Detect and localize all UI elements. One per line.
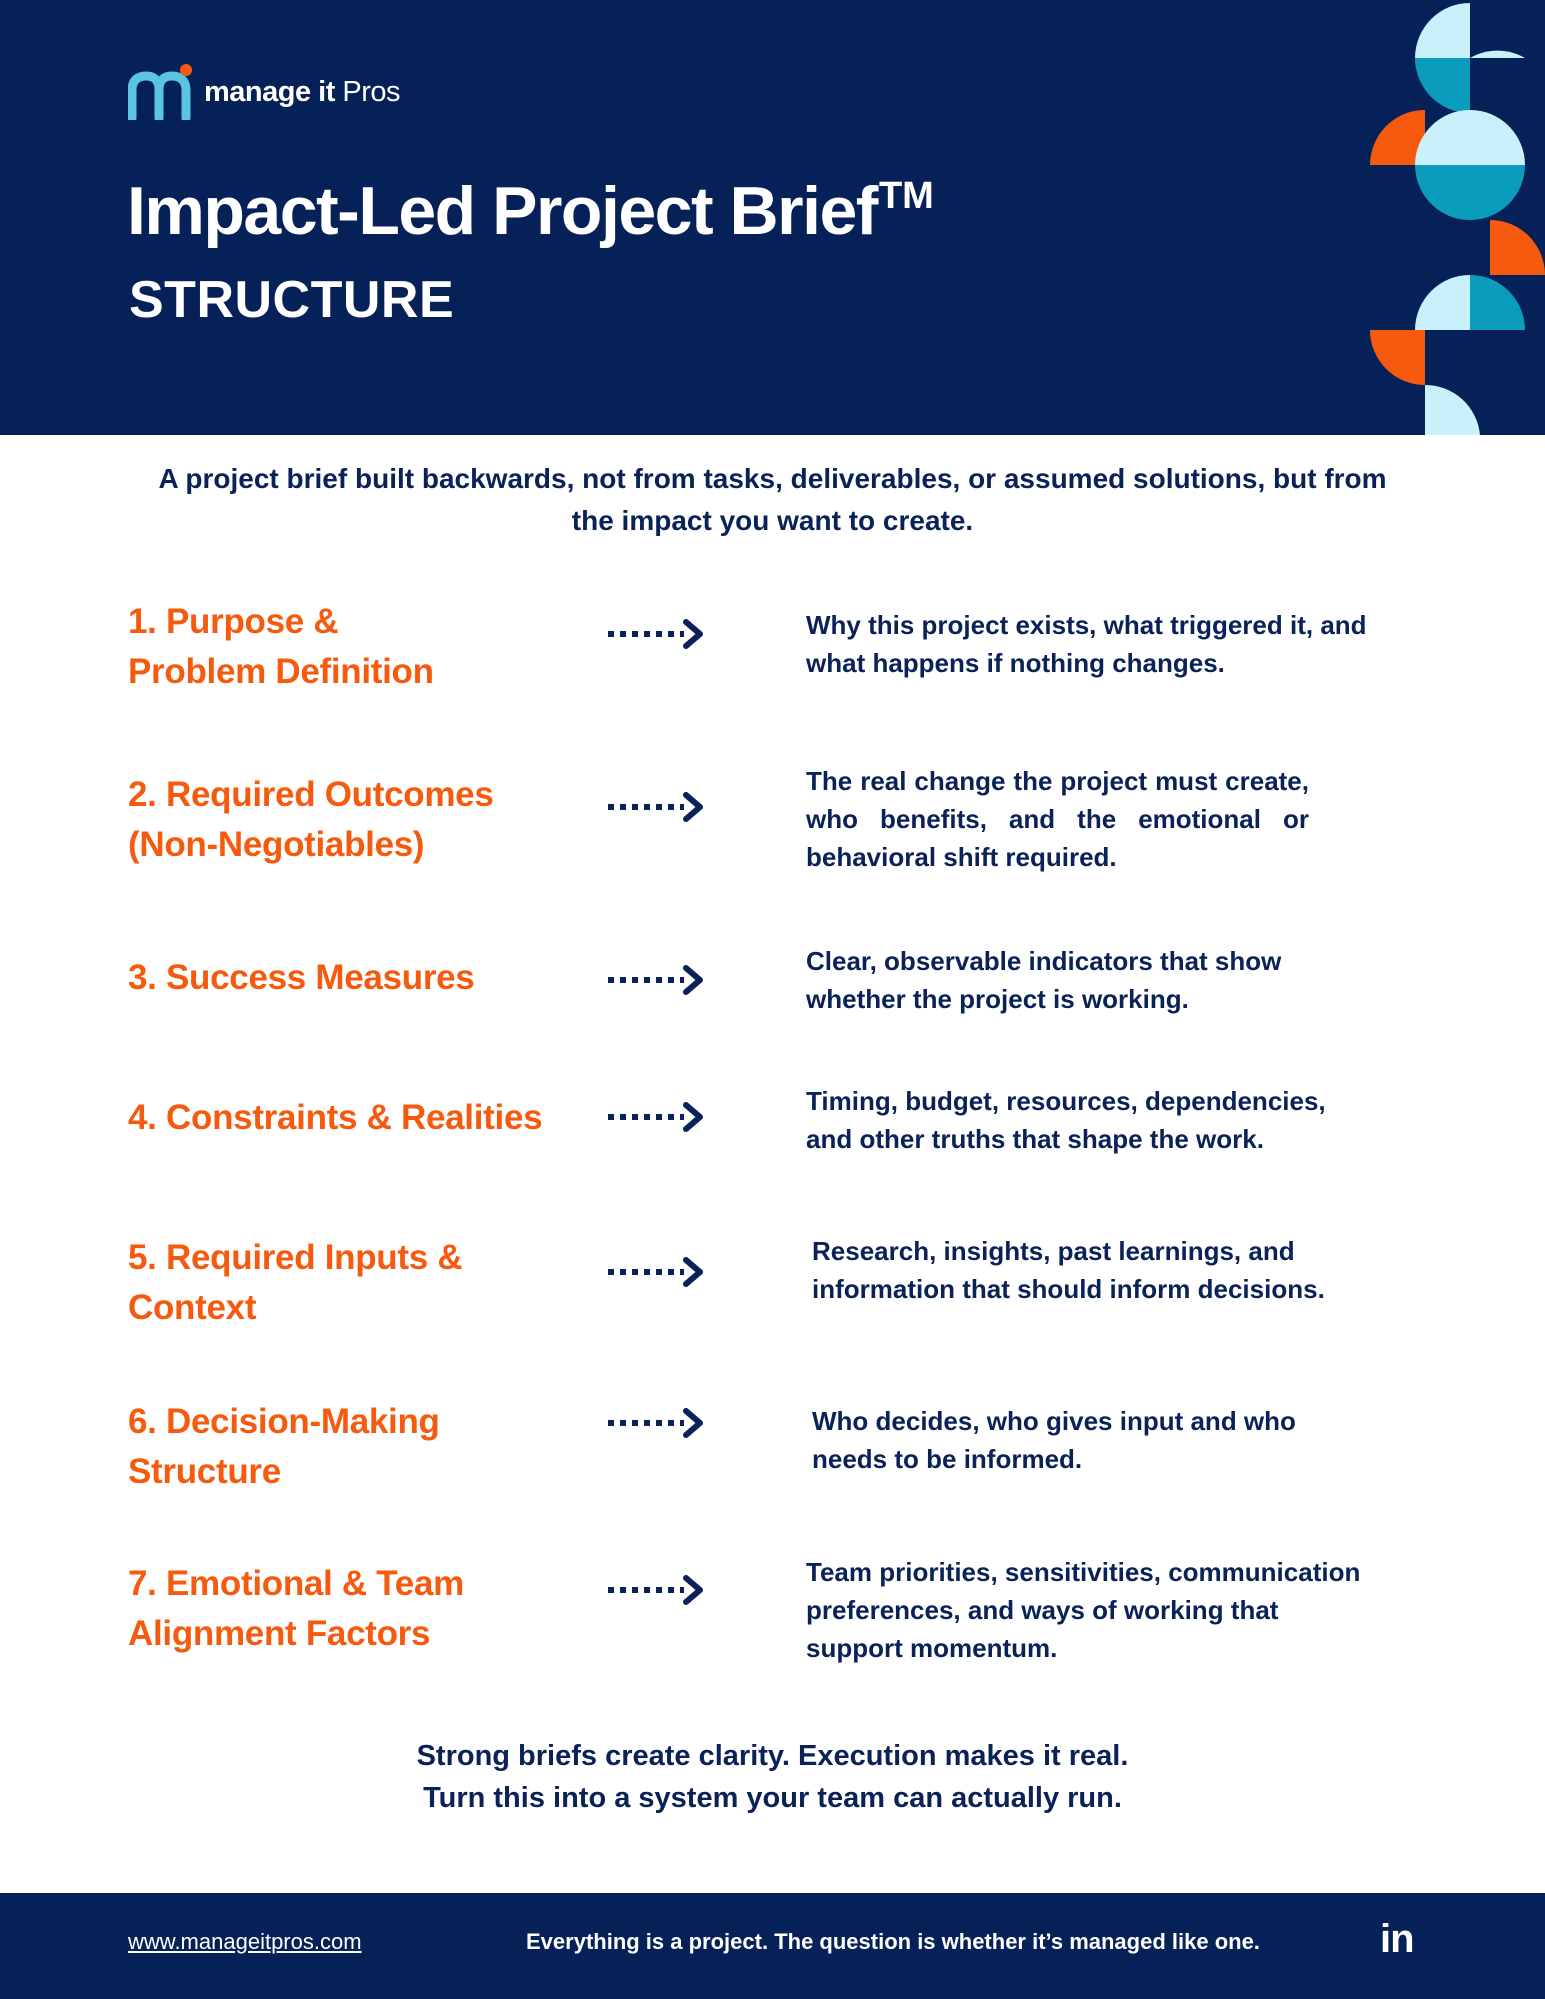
section-desc-purpose: Why this project exists, what triggered it, and what happens if nothing changes. bbox=[806, 610, 1367, 678]
section-title-alignment: 7. Emotional & Team Alignment Factors bbox=[128, 1564, 464, 1653]
brand-wordmark-light: Pros bbox=[334, 75, 401, 108]
closing-message bbox=[300, 1735, 1245, 1819]
deco-shape bbox=[1470, 51, 1525, 58]
page-title-text: Impact-Led Project Brief bbox=[127, 173, 877, 249]
section-title-constraints: 4. Constraints & Realities bbox=[128, 1098, 543, 1137]
section-title-success: 3. Success Measures bbox=[128, 958, 475, 997]
section-desc-alignment: Team priorities, sensitivities, communication preferences, and ways of working that support momentum. bbox=[806, 1557, 1361, 1663]
arrow-right-icon bbox=[606, 1255, 716, 1289]
section-title-inputs: 5. Required Inputs & Context bbox=[128, 1238, 463, 1327]
deco-shape bbox=[1415, 3, 1470, 58]
intro-text: A project brief built backwards, not from tasks, deliverables, or assumed solutions, but from the impact you want to create. bbox=[158, 463, 1387, 536]
brand-wordmark-bold: manage it bbox=[204, 75, 335, 108]
arrow-right-icon bbox=[606, 617, 716, 651]
arrow-right-icon bbox=[606, 1406, 716, 1440]
trademark-mark: TM bbox=[878, 175, 934, 217]
arrow-right-icon bbox=[606, 1100, 716, 1134]
section-desc-success: Clear, observable indicators that show whether the project is working. bbox=[806, 946, 1282, 1014]
deco-shape bbox=[1415, 165, 1470, 220]
closing-line-1: Strong briefs create clarity. Execution makes it real. bbox=[416, 1740, 1129, 1772]
page-title bbox=[127, 172, 934, 250]
section-desc-outcomes: The real change the project must create, who benefits, and the emotional or behavioral shift required. bbox=[806, 766, 1309, 872]
deco-shape bbox=[1490, 220, 1545, 275]
brand-logo-icon bbox=[128, 64, 192, 120]
header-banner bbox=[0, 0, 1545, 435]
arrow-right-icon bbox=[606, 963, 716, 997]
section-title-purpose: 1. Purpose & Problem Definition bbox=[128, 602, 434, 691]
brand-wordmark bbox=[204, 76, 400, 109]
page-subtitle: STRUCTURE bbox=[129, 271, 455, 329]
footer-tagline: Everything is a project. The question is whether it’s managed like one. bbox=[526, 1929, 1260, 1954]
section-title-decision: 6. Decision-Making Structure bbox=[128, 1402, 440, 1491]
deco-shape bbox=[1470, 275, 1525, 330]
arrow-right-icon bbox=[606, 790, 716, 824]
section-desc-constraints: Timing, budget, resources, dependencies, and other truths that shape the work. bbox=[806, 1086, 1326, 1154]
deco-shape bbox=[1470, 165, 1525, 220]
deco-shape bbox=[1470, 110, 1525, 165]
section-desc-inputs: Research, insights, past learnings, and information that should inform decisions. bbox=[812, 1236, 1325, 1304]
footer-bar bbox=[0, 1893, 1545, 1999]
deco-shape bbox=[1415, 58, 1470, 113]
deco-shape bbox=[1415, 275, 1470, 330]
deco-shape bbox=[1370, 330, 1425, 385]
deco-shape bbox=[1425, 385, 1480, 435]
closing-line-2: Turn this into a system your team can actually run. bbox=[423, 1782, 1122, 1814]
decorative-shapes bbox=[1370, 0, 1545, 435]
linkedin-icon[interactable]: in bbox=[1380, 1917, 1414, 1961]
section-title-outcomes: 2. Required Outcomes (Non-Negotiables) bbox=[128, 775, 494, 864]
brand-logo[interactable] bbox=[128, 62, 400, 122]
arrow-right-icon bbox=[606, 1573, 716, 1607]
section-desc-decision: Who decides, who gives input and who needs to be informed. bbox=[812, 1406, 1296, 1474]
website-link[interactable]: www.manageitpros.com bbox=[128, 1929, 362, 1954]
